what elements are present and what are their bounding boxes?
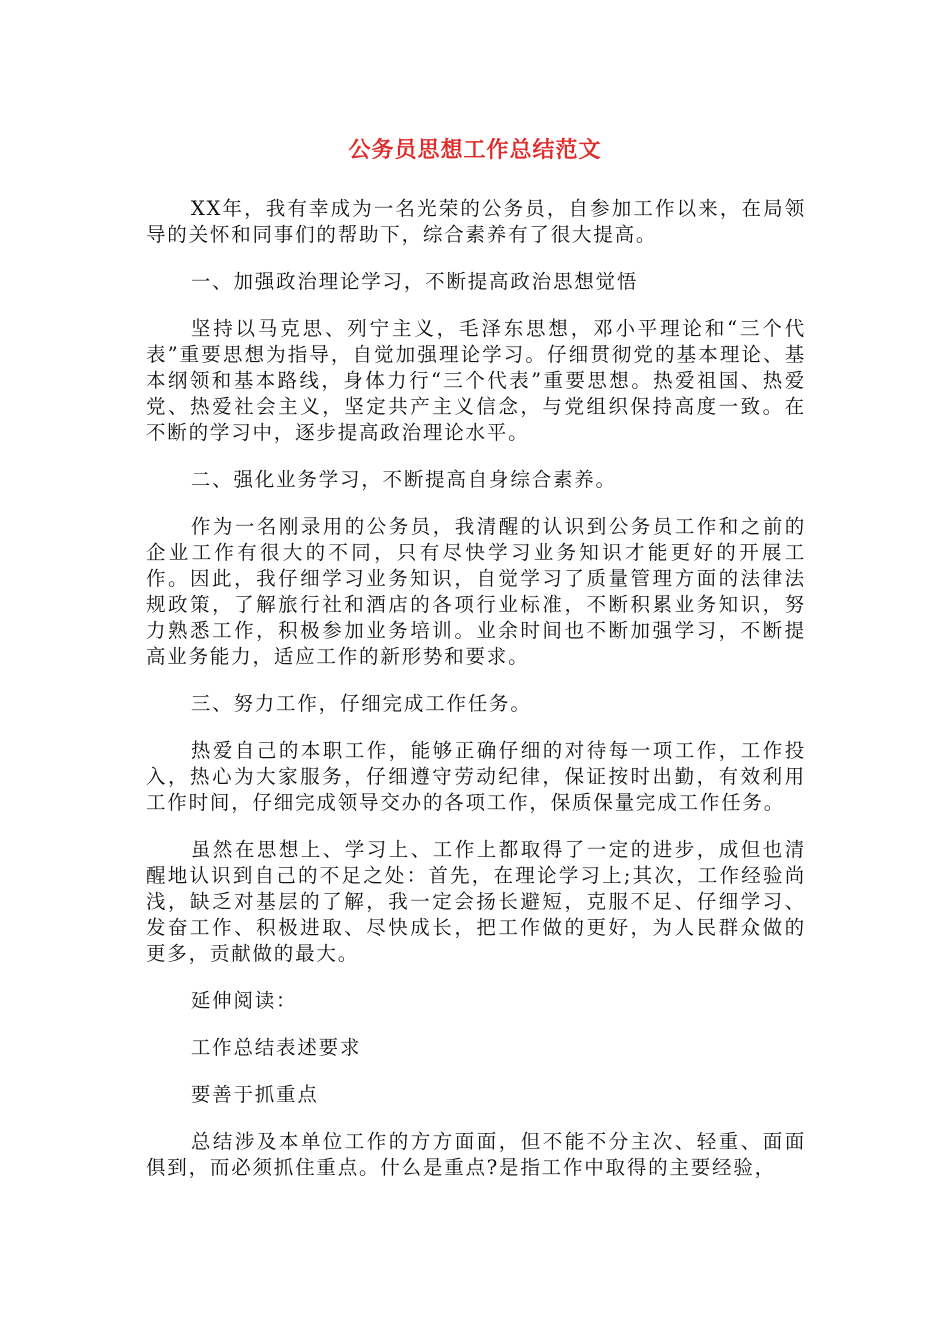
section-heading-2: 二、强化业务学习，不断提高自身综合素养。 bbox=[190, 468, 617, 491]
paragraph-3: 热爱自己的本职工作，能够正确仔细的对待每一项工作，工作投入，热心为大家服务，仔细遵守劳动纪律，保证按时出勤，有效利用工作时间，仔细完成领导交办的各项工作，保质保量完成工作任务。 bbox=[146, 739, 806, 814]
document-body bbox=[146, 196, 806, 1202]
section-heading-1: 一、加强政治理论学习，不断提高政治思想觉悟 bbox=[190, 270, 639, 293]
extended-reading-label: 延伸阅读： bbox=[190, 989, 298, 1012]
extended-heading: 工作总结表述要求 bbox=[190, 1036, 362, 1059]
paragraph-2: 作为一名刚录用的公务员，我清醒的认识到公务员工作和之前的企业工作有很大的不同，只有尽快学习业务知识才能更好的开展工作。因此，我仔细学习业务知识，自觉学习了质量管理方面的法律法规政策，了解旅行社和酒店的各项行业标准，不断积累业务知识，努力熟悉工作，积极参加业务培训。业余时间也不断加强学习，不断提高业务能力，适应工作的新形势和要求。 bbox=[146, 515, 806, 668]
document-title: 公务员思想工作总结范文 bbox=[348, 138, 602, 163]
section-heading-3: 三、努力工作，仔细完成工作任务。 bbox=[190, 692, 532, 715]
extended-subheading: 要善于抓重点 bbox=[190, 1083, 319, 1106]
paragraph-1: 坚持以马克思、列宁主义，毛泽东思想，邓小平理论和“三个代表”重要思想为指导，自觉加强理论学习。仔细贯彻党的基本理论、基本纲领和基本路线，身体力行“三个代表”重要思想。热爱祖国、热爱党、热爱社会主义，坚定共产主义信念，与党组织保持高度一致。在不断的学习中，逐步提高政治理论水平。 bbox=[146, 317, 806, 444]
paragraph-conclusion: 虽然在思想上、学习上、工作上都取得了一定的进步，成但也清醒地认识到自己的不足之处：首先，在理论学习上;其次，工作经验尚浅，缺乏对基层的了解，我一定会扬长避短，克服不足、仔细学习、发奋工作、积极进取、尽快成长，把工作做的更好，为人民群众做的更多，贡献做的最大。 bbox=[146, 838, 806, 965]
extended-paragraph: 总结涉及本单位工作的方方面面，但不能不分主次、轻重、面面俱到，而必须抓住重点。什么是重点?是指工作中取得的主要经验， bbox=[146, 1130, 806, 1179]
paragraph-intro: XX年，我有幸成为一名光荣的公务员，自参加工作以来，在局领导的关怀和同事们的帮助下，综合素养有了很大提高。 bbox=[146, 197, 806, 246]
